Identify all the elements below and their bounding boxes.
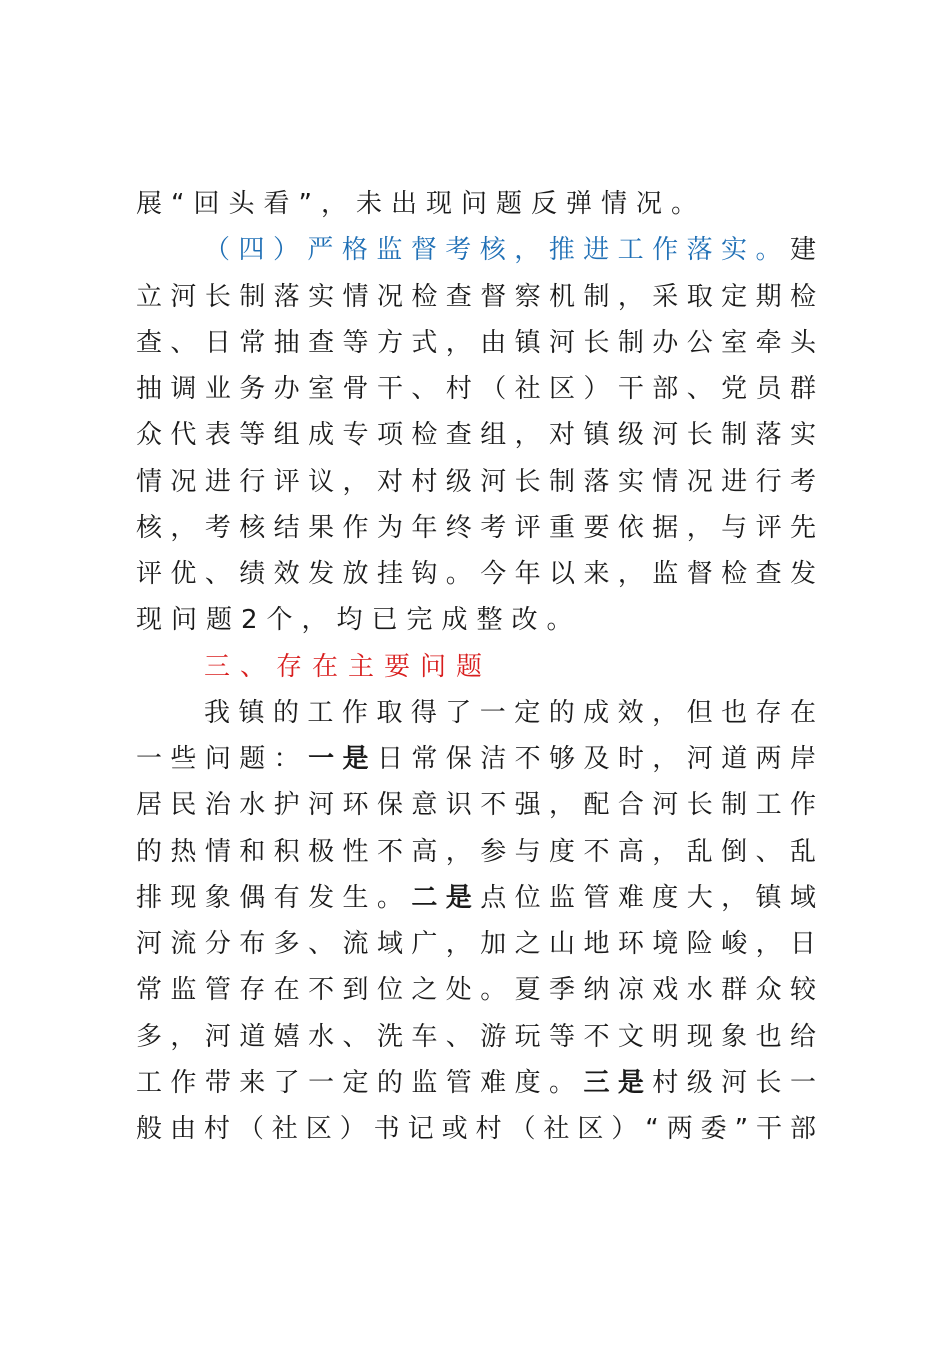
section-heading-line <box>204 647 816 687</box>
line-text: 的热情和积极性不高，参与度不高，乱倒、乱 <box>136 837 816 867</box>
line-text: 多，河道嬉水、洗车、游玩等不文明现象也给 <box>136 1022 816 1052</box>
text-line <box>136 832 816 872</box>
text-line <box>136 462 816 502</box>
line-text: 常监管存在不到位之处。夏季纳凉戏水群众较 <box>136 975 816 1005</box>
line-text: 点位监管难度大，镇域 <box>480 883 816 913</box>
line-text: 一些问题： <box>136 744 309 774</box>
line-text: 建 <box>789 235 816 265</box>
section-heading-supervision: （四）严格监督考核，推进工作落实。 <box>204 235 790 265</box>
section-heading-line <box>204 230 816 270</box>
text-line <box>136 1109 816 1149</box>
text-line <box>136 1063 816 1103</box>
text-line <box>136 415 816 455</box>
line-text: 排现象偶有发生。 <box>136 883 412 913</box>
line-text: 村级河长一 <box>652 1068 816 1098</box>
emphasis-first: 一是 <box>308 744 377 774</box>
text-line <box>136 1017 816 1057</box>
text-line <box>136 554 816 594</box>
text-line <box>136 277 816 317</box>
text-line <box>136 785 816 825</box>
text-line <box>136 369 816 409</box>
line-text: 情况进行评议，对村级河长制落实情况进行考 <box>136 467 816 497</box>
line-text: 众代表等组成专项检查组，对镇级河长制落实 <box>136 420 816 450</box>
line-text: 抽调业务办室骨干、村（社区）干部、党员群 <box>136 374 816 404</box>
text-line <box>136 878 816 918</box>
line-text: 展“回头看”，未出现问题反弹情况。 <box>136 189 706 219</box>
line-text: 评优、绩效发放挂钩。今年以来，监督检查发 <box>136 559 816 589</box>
emphasis-third: 三是 <box>583 1068 653 1098</box>
text-line <box>136 600 816 640</box>
line-text: 工作带来了一定的监管难度。 <box>136 1068 584 1098</box>
text-line <box>136 739 816 779</box>
text-line <box>204 693 816 733</box>
text-line <box>136 508 816 548</box>
text-line <box>136 970 816 1010</box>
text-line <box>136 924 816 964</box>
line-text: 日常保洁不够及时，河道两岸 <box>376 744 816 774</box>
line-text: 立河长制落实情况检查督察机制，采取定期检 <box>136 282 816 312</box>
line-text: 河流分布多、流域广，加之山地环境险峻，日 <box>136 929 816 959</box>
line-text: 查、日常抽查等方式，由镇河长制办公室牵头 <box>136 328 816 358</box>
text-line <box>136 323 816 363</box>
line-text: 般由村（社区）书记或村（社区）“两委”干部 <box>136 1114 816 1144</box>
line-text: 核，考核结果作为年终考评重要依据，与评先 <box>136 513 816 543</box>
text-line <box>136 184 816 224</box>
emphasis-second: 二是 <box>411 883 481 913</box>
line-text: 居民治水护河环保意识不强，配合河长制工作 <box>136 790 816 820</box>
line-text: 我镇的工作取得了一定的成效，但也存在 <box>204 698 816 728</box>
line-text: 现问题2个，均已完成整改。 <box>136 605 582 635</box>
section-heading-problems: 三、存在主要问题 <box>204 652 493 682</box>
